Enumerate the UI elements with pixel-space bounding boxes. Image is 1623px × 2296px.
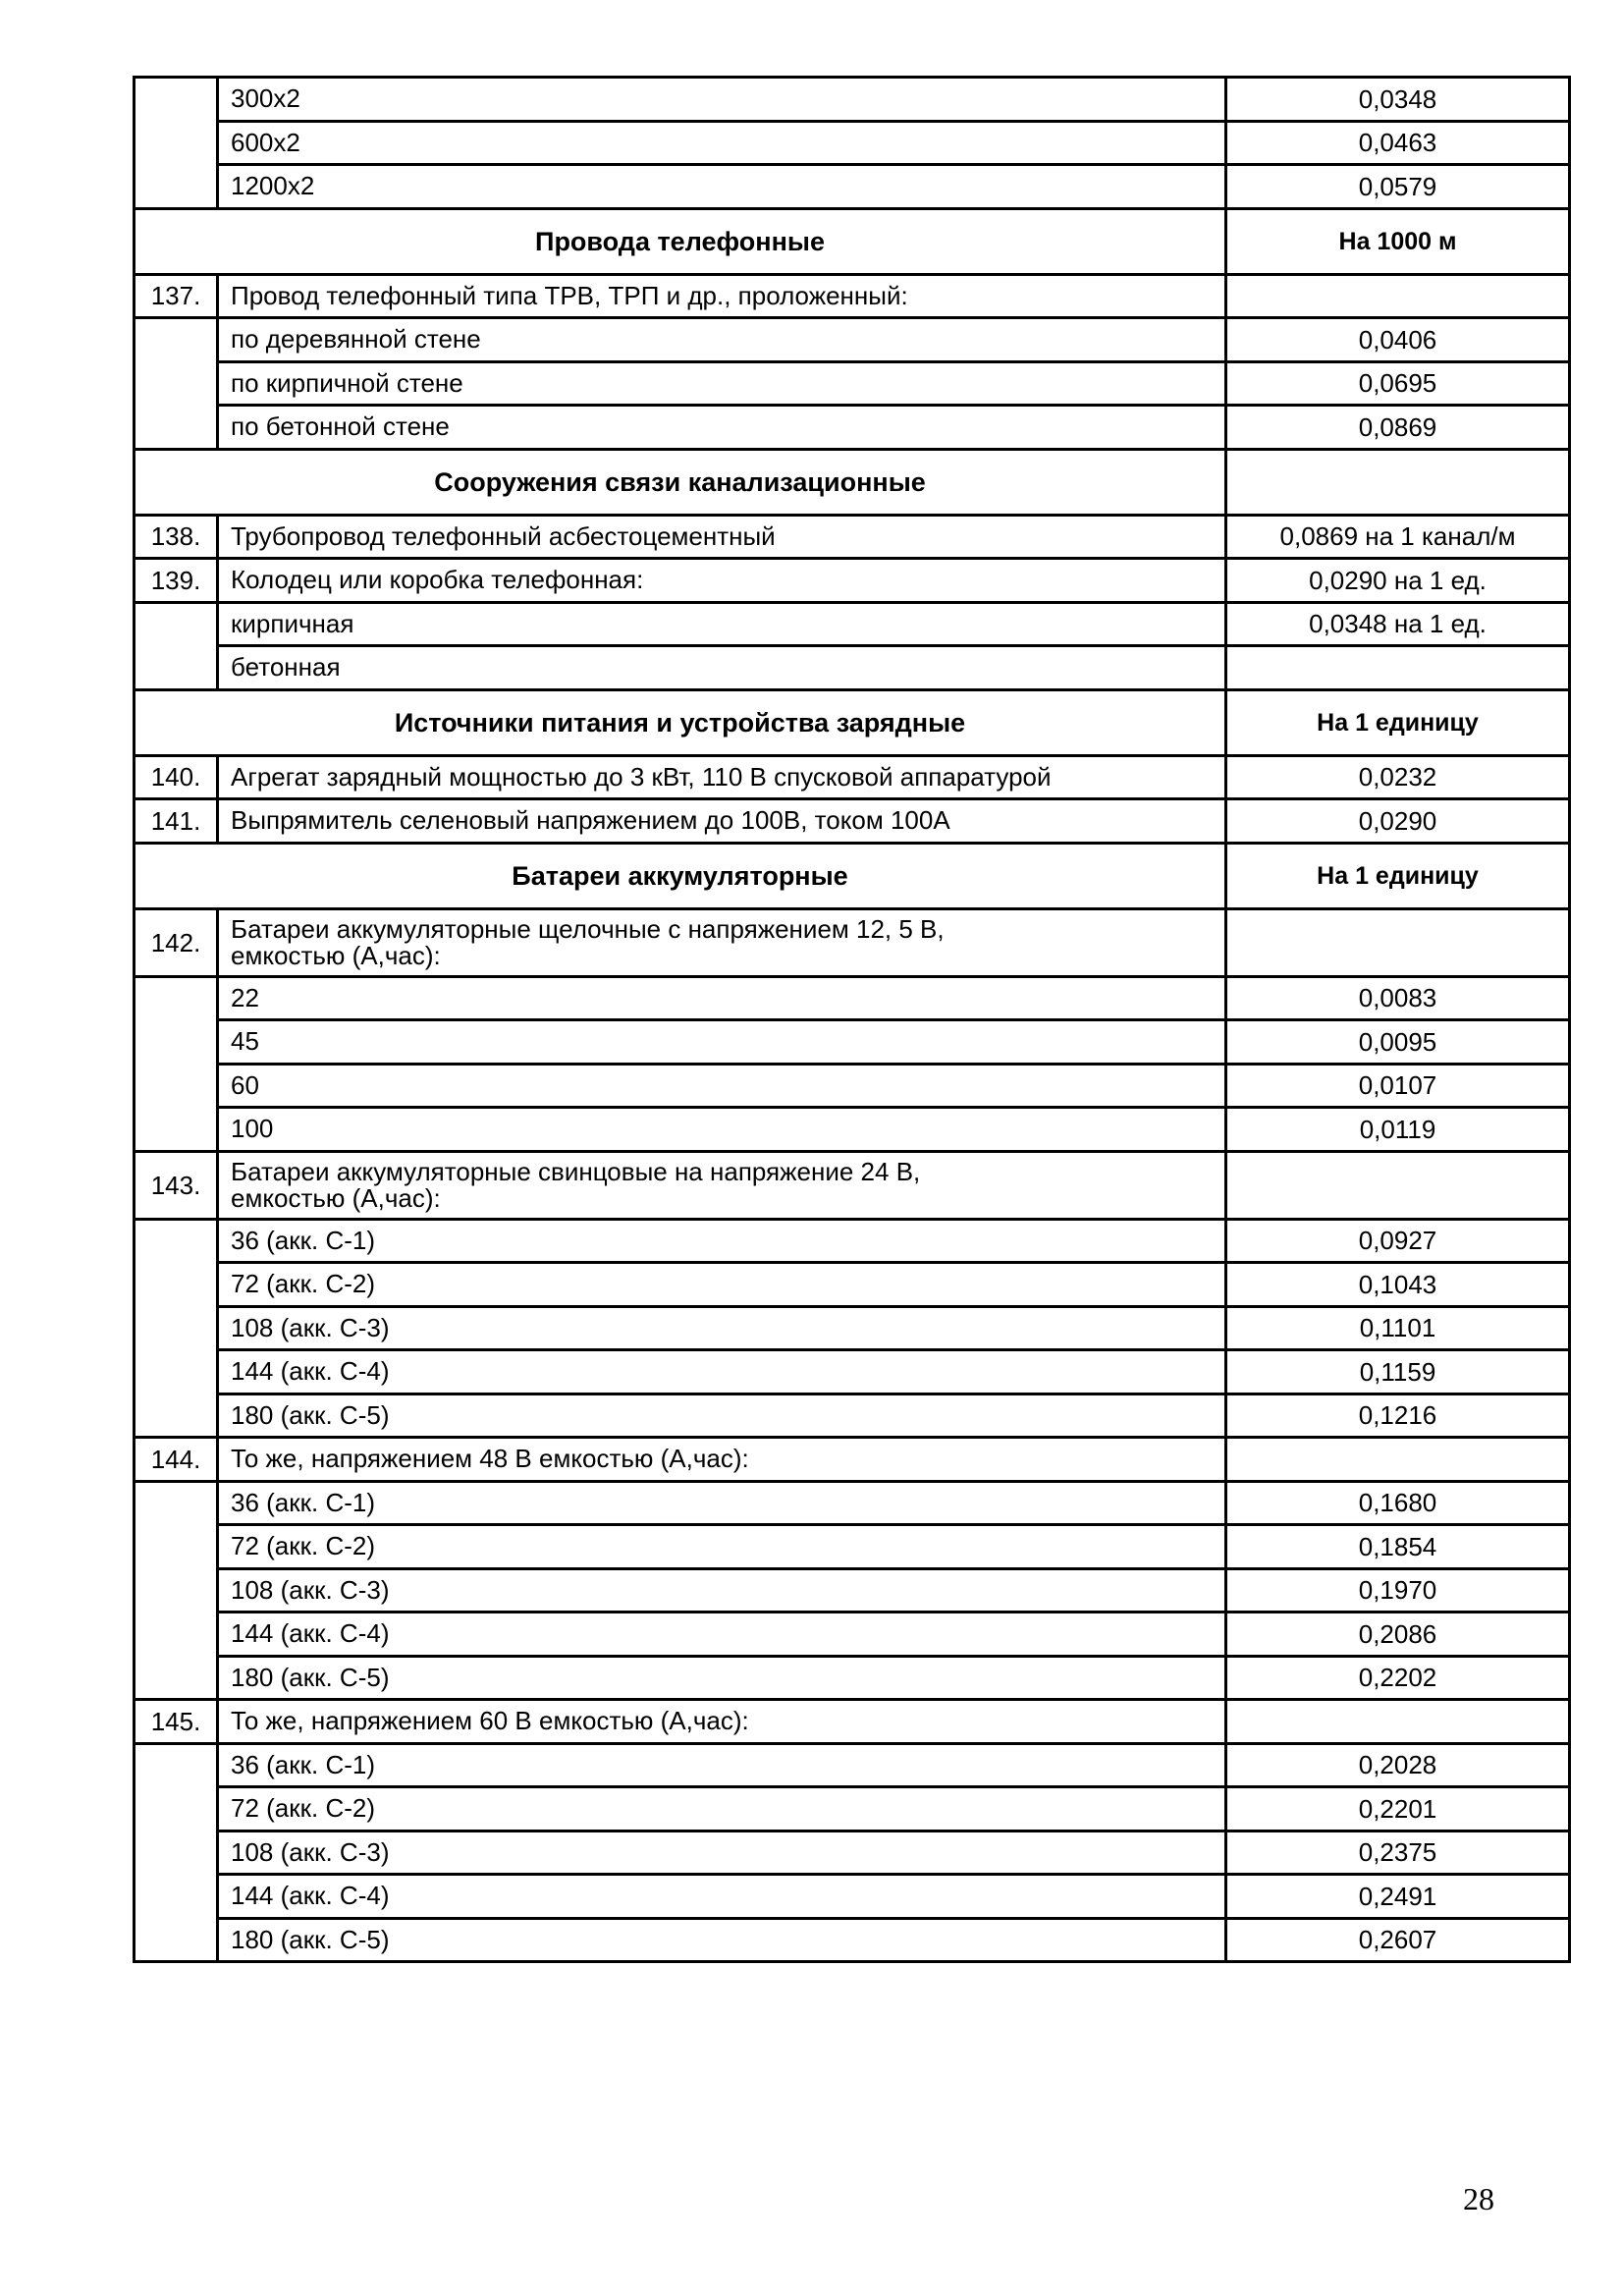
item-number: 143. xyxy=(135,1151,218,1219)
item-value: 0,0290 xyxy=(1226,799,1570,844)
table-row xyxy=(135,976,1570,1020)
section-unit: На 1 единицу xyxy=(1226,843,1570,908)
item-description: 180 (акк. С-5) xyxy=(218,1656,1226,1700)
item-description: 600x2 xyxy=(218,121,1226,165)
table-row xyxy=(135,1481,1570,1525)
item-value: 0,0083 xyxy=(1226,976,1570,1020)
table-row xyxy=(135,1350,1570,1394)
table-row xyxy=(135,1656,1570,1700)
item-value: 0,2375 xyxy=(1226,1831,1570,1875)
item-value: 0,2491 xyxy=(1226,1875,1570,1919)
table-row xyxy=(135,1108,1570,1152)
item-number xyxy=(135,318,218,450)
item-value: 0,1159 xyxy=(1226,1350,1570,1394)
section-unit xyxy=(1226,449,1570,515)
section-title: Провода телефонные xyxy=(135,208,1226,274)
item-description: 180 (акк. С-5) xyxy=(218,1394,1226,1438)
table-row xyxy=(135,1568,1570,1613)
section-header-row xyxy=(135,843,1570,908)
item-description: 144 (акк. С-4) xyxy=(218,1350,1226,1394)
table-row xyxy=(135,755,1570,799)
section-unit: На 1000 м xyxy=(1226,208,1570,274)
item-value: 0,0107 xyxy=(1226,1064,1570,1108)
section-unit: На 1 единицу xyxy=(1226,689,1570,755)
item-number: 145. xyxy=(135,1700,218,1744)
item-value xyxy=(1226,1700,1570,1744)
item-value: 0,1101 xyxy=(1226,1306,1570,1350)
item-description: Колодец или коробка телефонная: xyxy=(218,559,1226,603)
item-value: 0,0119 xyxy=(1226,1108,1570,1152)
item-description: 72 (акк. С-2) xyxy=(218,1787,1226,1831)
item-number xyxy=(135,1481,218,1700)
item-description: То же, напряжением 60 В емкостью (А,час): xyxy=(218,1700,1226,1744)
item-value: 0,2202 xyxy=(1226,1656,1570,1700)
item-value xyxy=(1226,274,1570,318)
section-header-row xyxy=(135,689,1570,755)
table-row xyxy=(135,1831,1570,1875)
item-description: 36 (акк. С-1) xyxy=(218,1481,1226,1525)
item-description: 45 xyxy=(218,1020,1226,1065)
item-description: 72 (акк. С-2) xyxy=(218,1263,1226,1307)
table-row xyxy=(135,1020,1570,1065)
item-value xyxy=(1226,1151,1570,1219)
item-value: 0,2028 xyxy=(1226,1743,1570,1787)
item-value: 0,0348 xyxy=(1226,78,1570,122)
table-row xyxy=(135,1151,1570,1219)
item-description: Батареи аккумуляторные свинцовые на напряжение 24 В, емкостью (А,час): xyxy=(218,1151,1226,1219)
item-description: 36 (акк. С-1) xyxy=(218,1219,1226,1263)
item-value: 0,0290 на 1 ед. xyxy=(1226,559,1570,603)
item-description: 108 (акк. С-3) xyxy=(218,1831,1226,1875)
item-description: 144 (акк. С-4) xyxy=(218,1613,1226,1657)
item-number xyxy=(135,1219,218,1438)
item-number: 138. xyxy=(135,515,218,559)
table-row xyxy=(135,1306,1570,1350)
item-description: Батареи аккумуляторные щелочные с напряжением 12, 5 В, емкостью (А,час): xyxy=(218,908,1226,976)
item-number: 140. xyxy=(135,755,218,799)
item-number xyxy=(135,976,218,1151)
item-value: 0,0095 xyxy=(1226,1020,1570,1065)
table-row xyxy=(135,1525,1570,1569)
item-value xyxy=(1226,1438,1570,1482)
item-description: Агрегат зарядный мощностью до 3 кВт, 110 В спусковой аппаратурой xyxy=(218,755,1226,799)
item-value: 0,0695 xyxy=(1226,361,1570,406)
section-title: Источники питания и устройства зарядные xyxy=(135,689,1226,755)
item-value: 0,0463 xyxy=(1226,121,1570,165)
item-description: 180 (акк. С-5) xyxy=(218,1918,1226,1962)
table-row xyxy=(135,515,1570,559)
item-value: 0,0348 на 1 ед. xyxy=(1226,602,1570,646)
item-value xyxy=(1226,908,1570,976)
item-description: 144 (акк. С-4) xyxy=(218,1875,1226,1919)
table-row xyxy=(135,799,1570,844)
item-number xyxy=(135,78,218,209)
section-header-row xyxy=(135,449,1570,515)
item-number: 141. xyxy=(135,799,218,844)
table-row xyxy=(135,274,1570,318)
table-row xyxy=(135,1743,1570,1787)
table-row xyxy=(135,559,1570,603)
item-number xyxy=(135,1743,218,1962)
item-description: 300x2 xyxy=(218,78,1226,122)
item-number: 137. xyxy=(135,274,218,318)
table-row xyxy=(135,1438,1570,1482)
norms-table xyxy=(133,76,1571,1963)
table-row xyxy=(135,1787,1570,1831)
item-value: 0,2607 xyxy=(1226,1918,1570,1962)
table-row xyxy=(135,1613,1570,1657)
section-title: Сооружения связи канализационные xyxy=(135,449,1226,515)
table-row xyxy=(135,1700,1570,1744)
table-row xyxy=(135,361,1570,406)
item-description: 1200x2 xyxy=(218,165,1226,209)
item-value: 0,1680 xyxy=(1226,1481,1570,1525)
table-row xyxy=(135,121,1570,165)
item-value: 0,0232 xyxy=(1226,755,1570,799)
item-value: 0,1043 xyxy=(1226,1263,1570,1307)
item-description: 100 xyxy=(218,1108,1226,1152)
item-number: 144. xyxy=(135,1438,218,1482)
item-description: по деревянной стене xyxy=(218,318,1226,362)
item-value: 0,0579 xyxy=(1226,165,1570,209)
page-number: 28 xyxy=(1463,2181,1494,2216)
item-value: 0,2201 xyxy=(1226,1787,1570,1831)
item-value: 0,1970 xyxy=(1226,1568,1570,1613)
item-value: 0,0869 на 1 канал/м xyxy=(1226,515,1570,559)
item-description: Провод телефонный типа ТРВ, ТРП и др., проложенный: xyxy=(218,274,1226,318)
item-description: 60 xyxy=(218,1064,1226,1108)
item-description: Трубопровод телефонный асбестоцементный xyxy=(218,515,1226,559)
item-description: по бетонной стене xyxy=(218,406,1226,450)
item-description: 22 xyxy=(218,976,1226,1020)
norms-table-body xyxy=(135,78,1570,1962)
table-row xyxy=(135,165,1570,209)
item-description: по кирпичной стене xyxy=(218,361,1226,406)
table-row xyxy=(135,602,1570,646)
item-number: 139. xyxy=(135,559,218,603)
table-row xyxy=(135,908,1570,976)
table-row xyxy=(135,1263,1570,1307)
item-number: 142. xyxy=(135,908,218,976)
item-value: 0,1854 xyxy=(1226,1525,1570,1569)
table-row xyxy=(135,318,1570,362)
table-row xyxy=(135,78,1570,122)
item-number xyxy=(135,602,218,689)
section-title: Батареи аккумуляторные xyxy=(135,843,1226,908)
item-description: кирпичная xyxy=(218,602,1226,646)
item-value: 0,0406 xyxy=(1226,318,1570,362)
section-header-row xyxy=(135,208,1570,274)
item-value: 0,0927 xyxy=(1226,1219,1570,1263)
item-description: 108 (акк. С-3) xyxy=(218,1306,1226,1350)
item-description: 108 (акк. С-3) xyxy=(218,1568,1226,1613)
item-description: То же, напряжением 48 В емкостью (А,час): xyxy=(218,1438,1226,1482)
item-description: бетонная xyxy=(218,646,1226,690)
item-description: 72 (акк. С-2) xyxy=(218,1525,1226,1569)
table-row xyxy=(135,406,1570,450)
item-value xyxy=(1226,646,1570,690)
table-row xyxy=(135,1918,1570,1962)
table-row xyxy=(135,646,1570,690)
table-row xyxy=(135,1875,1570,1919)
table-row xyxy=(135,1394,1570,1438)
table-row xyxy=(135,1219,1570,1263)
item-value: 0,1216 xyxy=(1226,1394,1570,1438)
item-description: Выпрямитель селеновый напряжением до 100В, током 100А xyxy=(218,799,1226,844)
item-value: 0,2086 xyxy=(1226,1613,1570,1657)
table-row xyxy=(135,1064,1570,1108)
item-value: 0,0869 xyxy=(1226,406,1570,450)
item-description: 36 (акк. С-1) xyxy=(218,1743,1226,1787)
